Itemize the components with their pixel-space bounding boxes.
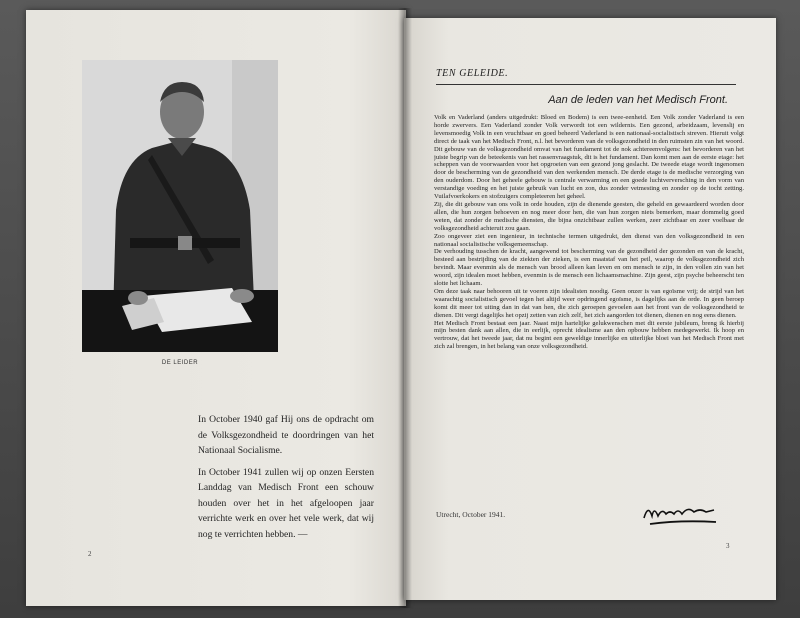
photo-caption: DE LEIDER xyxy=(161,360,199,366)
portrait-illustration xyxy=(82,60,278,352)
body-paragraph: Zoo ongeveer ziet een ingenieur, in technische termen uitgedrukt, den dienst van den volksgezondheid in een nationaal socialistische volksgemeenschap. xyxy=(434,232,744,248)
letter-body xyxy=(434,114,744,498)
section-heading: TEN GELEIDE. xyxy=(436,68,509,79)
body-paragraph: De verhouding tusschen de kracht, aangewend tot bescherming van de gezondheid der gezonden en van de kracht, besteed aan bestrijding van de ziekten der zieken, is een maatstaf van het peil, waarop de volksgezondheid zich bevindt. Maar evenmin als de mensch van brood alleen kan leven en om mensch te zijn, in den vollen zin van het woord, zijn idealen moet hebben, evenmin is de mensch een lichaamsmachine. Zijn geest, zijn psyche beheerscht ten slotte het lichaam. xyxy=(434,248,744,288)
signature xyxy=(640,500,720,530)
body-paragraph: Zij, die dit gebouw van ons volk in orde houden, zijn de dienende geesten, die geheld en gewaardeerd worden door allen, die hun zorgen behoeven en nog meer door hen, die van hun zorgen niets bemerken, maar dommelig goed weten, dat zonder de medische diensten, die bijna onzichtbaar zullen werken, zeer zichtbaar en zeer voelbaar de volksgezondheid achteruit zou gaan. xyxy=(434,200,744,232)
page-number: 2 xyxy=(88,550,92,558)
left-page-text xyxy=(198,412,374,548)
left-paragraph: In October 1941 zullen wij op onzen Eersten Landdag van Medisch Front een schouw houden over het in het afgeloopen jaar verrichte werk en over het vele werk, dat wij nog te verrichten hebben. — xyxy=(198,466,374,540)
body-paragraph: Het Medisch Front bestaat een jaar. Naast mijn hartelijke gelukwenschen met dit eerste jubileum, breng ik hierbij mijn besten dank aan allen, die in eerlijk, oprecht idealisme aan den opbouw hebben medegewerkt. Ik hoop en vertrouw, dat het tweede jaar, dat nu begint een geweldige innerlijke en uiterlijke bloei van het Medisch Front met zich zal brengen, in het belang van onze volksgezondheid. xyxy=(434,319,744,351)
page-subtitle: Aan de leden van het Medisch Front. xyxy=(548,94,728,106)
body-paragraph: Volk en Vaderland (anders uitgedrukt: Bloed en Bodem) is een twee-eenheid. Een Volk zonder Vaderland is een horde zwervers. Een Vaderland zonder Volk verwordt tot een wildernis. Een gezond, arbeidzaam, levenslij en levensmoedig Volk in een vruchtbaar en goed beheerd Vaderland is een nationaal-socialistisch streven. Hieruit volgt direct de taak van het Medisch Front, n.l. het bevorderen van de volksgezondheid in den ruimsten zin van het woord. Dit gebouw van de volksgezondheid omvat van het fundament tot de nok achtereenvolgens: het bevorderen van het juiste begrip van de beteekenis van het rassenvraagstuk, dit is het fundament. Dan komt men aan de eerste etage: het scheppen van de voorwaarden voor het opgroeien van een gezond jong geslacht. De tweede etage wordt ingenomen door de bescherming van de gezondheid van den werkenden mensch. De derde etage is de medische verzorging van den ouderdom. Door het geheele gebouw is centrale verwarming en een goede luchtverversching in den vorm van verstandige voeding en het juiste gebruik van lucht en zon, dus zonder vetmesting en zonder op de tocht zetting. Vuilafvoerkokers en stofzuigers completeeren het geheel. xyxy=(434,114,744,201)
header-rule xyxy=(436,66,736,85)
body-paragraph: Om deze taak naar behooren uit te voeren zijn idealisten noodig. Geen onzer is van egoïsme vrij; de strijd van het waarachtig socialistisch gevoel tegen het altijd weer opdringend egoïsme, is dagelijks aan de orde. In geen beroep komt dit meer tot uiting dan in dat van hen, die zich geroepen gevoelen aan het front van de volksgezondheid te dienen. Dit vergt dagelijks het opzij zetten van zich zelf, het zich aangorden tot dienen, dienen en nog eens dienen. xyxy=(434,287,744,319)
page-number: 3 xyxy=(726,542,730,550)
dateline: Utrecht, October 1941. xyxy=(436,510,506,519)
right-page xyxy=(404,18,776,600)
book-gutter xyxy=(398,8,412,608)
left-page xyxy=(26,10,406,606)
left-paragraph: In October 1940 gaf Hij ons de opdracht om de Volksgezondheid te doordringen van het Nationaal Socialisme. xyxy=(198,414,374,456)
portrait-photo xyxy=(82,60,278,352)
